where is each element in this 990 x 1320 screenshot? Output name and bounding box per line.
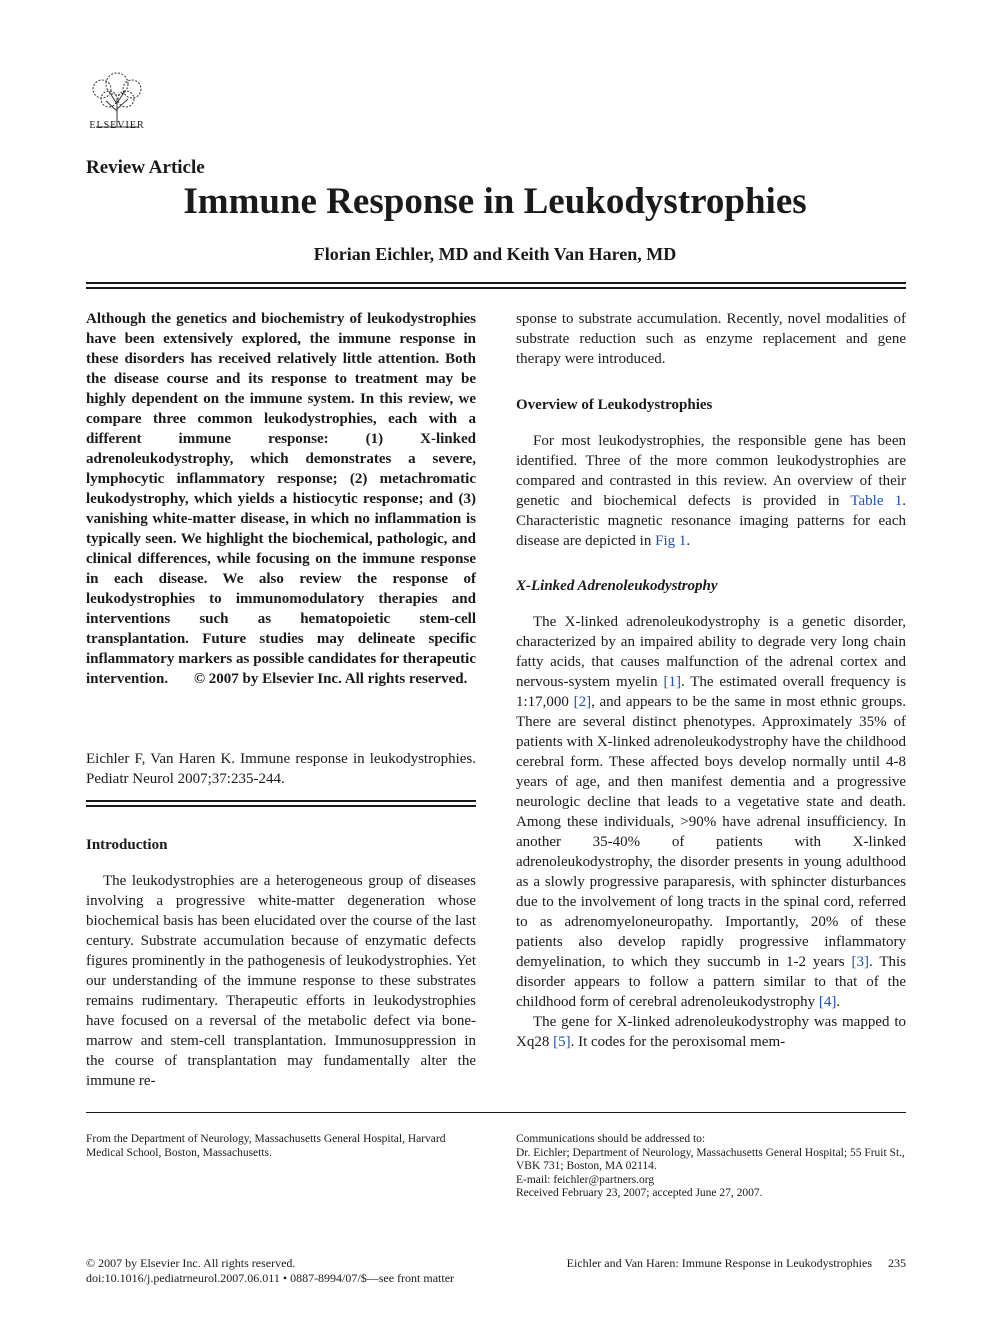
publisher-name: ELSEVIER — [89, 120, 145, 131]
right-column — [516, 309, 906, 1052]
author-list: Florian Eichler, MD and Keith Van Haren, MD — [313, 244, 677, 264]
article-type: Review Article — [86, 157, 205, 178]
ref-2-link[interactable]: [2] — [573, 694, 592, 710]
header-rule-bottom — [86, 287, 906, 289]
ref-1-link[interactable]: [1] — [663, 674, 681, 690]
footer-copyright: © 2007 by Elsevier Inc. All rights reserved. — [86, 1256, 296, 1270]
abstract-copyright: © 2007 by Elsevier Inc. All rights reserved. — [193, 671, 468, 687]
article-title: Immune Response in Leukodystrophies — [183, 181, 807, 222]
continued-paragraph: sponse to substrate accumulation. Recently, novel modalities of substrate reduction such as enzyme replacement and gene therapy were introduced. — [516, 311, 906, 367]
running-head: Eichler and Van Haren: Immune Response in Leukodystrophies — [566, 1256, 872, 1270]
received-dates: Received February 23, 2007; accepted June 27, 2007. — [516, 1187, 763, 1199]
xald-paragraph-1: The X-linked adrenoleukodystrophy is a genetic disorder, characterized by an impaired ability to degrade very long chain fatty acids, that causes malfunction of the adrenal cortex and nervous-system myelin [1]. The estimated overall frequency is 1:17,000 [2], and appears to be the same in most ethnic groups. There are several distinct phenotypes. Approximately 35% of patients with X-linked adrenoleukodystrophy have the childhood cerebral form. These affected boys develop normally until 4-8 years of age, and then manifest dementia and a progressive neurologic decline that leads to a vegetative state and death. Among these individuals, >90% have adrenal insufficiency. In another 35-40% of patients with X-linked adrenoleukodystrophy, the disorder presents in young adulthood as a slowly progressive paraparesis, with sphincter disturbances due to the involvement of long tracts in the spinal cord, referred to as adrenomyeloneuropathy. Importantly, 20% of these patients also develop rapidly progressive inflammatory demyelination, to which they succumb in 1-2 years [3]. This disorder appears to follow a pattern similar to that of the childhood form of cerebral adrenoleukodystrophy [4]. — [516, 614, 907, 1010]
ref-4-link[interactable]: [4] — [818, 994, 837, 1010]
footer-right — [500, 1256, 906, 1271]
citation: Eichler F, Van Haren K. Immune response in leukodystrophies. Pediatr Neurol 2007;37:235-244. — [86, 751, 476, 787]
correspondence-email: E-mail: feichler@partners.org — [516, 1173, 655, 1186]
fig-1-link[interactable]: Fig 1 — [655, 533, 687, 549]
header-rule-top — [86, 282, 906, 284]
introduction-paragraph: The leukodystrophies are a heterogeneous group of diseases involving a progressive white-matter degeneration whose biochemical basis has been elucidated over the course of the last century. Substrate accumulation because of enzymatic defects figures prominently in the pathogenesis of leukodystrophies. Yet our understanding of the immune response to these substrates remains rudimentary. Therapeutic efforts in leukodystrophies have focused on a reversal of the metabolic defect via bone-marrow and stem-cell transplantation. Immunosuppression in the course of transplantation may fundamentally alter the immune re- — [86, 873, 476, 1089]
xald-heading: X-Linked Adrenoleukodystrophy — [516, 578, 718, 594]
ref-5-link[interactable]: [5] — [553, 1034, 571, 1050]
overview-paragraph: For most leukodystrophies, the responsible gene has been identified. Three of the more common leukodystrophies are compared and contrasted in this review. An overview of their genetic and biochemical defects is provided in Table 1. Characteristic magnetic resonance imaging patterns for each disease are depicted in Fig 1. — [516, 433, 907, 549]
abstract-text: Although the genetics and biochemistry of leukodystrophies have been extensively explored, the immune response in these disorders has received relatively little attention. Both the disease course and its response to treatment may be highly dependent on the immune system. In this review, we compare three common leukodystrophies, each with a different immune response: (1) X-linked adrenoleukodystrophy, which demonstrates a severe, lymphocytic inflammatory response; (2) metachromatic leukodystrophy, which yields a histiocytic response; and (3) vanishing white-matter disease, in which no inflammation is typically seen. We highlight the biochemical, pathologic, and clinical differences, while focusing on the immune response in each disease. We also review the response of leukodystrophies to immunomodulatory therapies and interventions such as hematopoietic stem-cell transplantation. Future studies may delineate specific inflammatory markers as possible candidates for therapeutic intervention. — [86, 311, 476, 687]
footnote-rule — [86, 1112, 906, 1113]
introduction-heading: Introduction — [86, 837, 168, 853]
abstract-rule-bottom — [86, 805, 476, 807]
introduction-section — [86, 835, 476, 1091]
xald-paragraph-2: The gene for X-linked adrenoleukodystrophy was mapped to Xq28 [5]. It codes for the peroxisomal mem- — [516, 1014, 906, 1050]
overview-heading: Overview of Leukodystrophies — [516, 397, 713, 413]
correspondence-footnote — [516, 1133, 906, 1201]
correspondence-label: Communications should be addressed to: — [516, 1133, 706, 1145]
correspondence-address: Dr. Eichler; Department of Neurology, Massachusetts General Hospital; 55 Fruit St., VBK 731; Boston, MA 02114. — [516, 1146, 905, 1172]
left-column — [86, 309, 476, 789]
ref-3-link[interactable]: [3] — [851, 954, 869, 970]
abstract — [86, 309, 476, 729]
footer-left — [86, 1256, 526, 1286]
footer-doi: doi:10.1016/j.pediatrneurol.2007.06.011 • 0887-8994/07/$—see front matter — [86, 1271, 455, 1285]
affiliation-footnote: From the Department of Neurology, Massachusetts General Hospital, Harvard Medical School, Boston, Massachusetts. — [86, 1133, 446, 1159]
abstract-rule-top — [86, 800, 476, 802]
page-number: 235 — [888, 1256, 906, 1270]
table-1-link[interactable]: Table 1 — [850, 493, 903, 509]
